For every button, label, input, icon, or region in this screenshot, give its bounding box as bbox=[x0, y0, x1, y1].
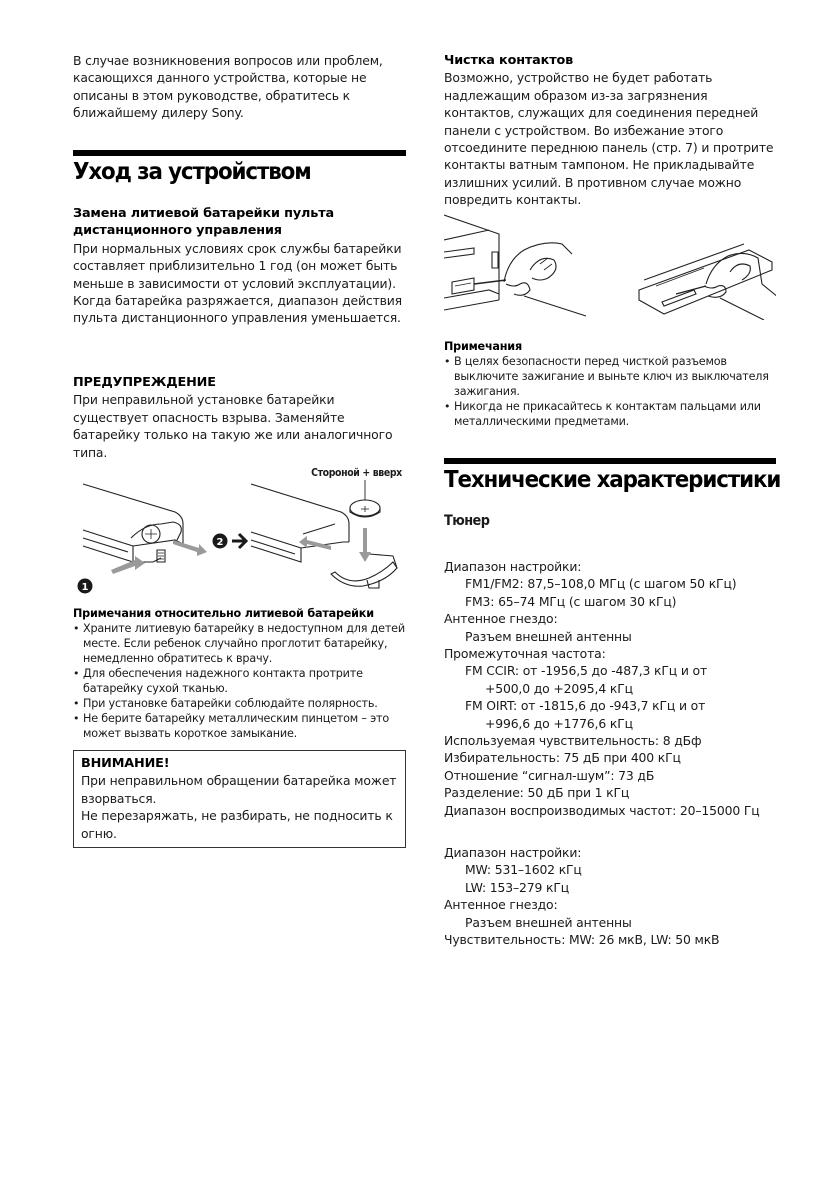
section-title-specs: Технические характеристики bbox=[444, 467, 781, 493]
spec-line: Диапазон настройки: bbox=[444, 845, 582, 860]
cleaning-notes-heading: Примечания bbox=[444, 340, 522, 353]
battery-range-paragraph: Когда батарейка разряжается, диапазон действия пульта дистанционного управления уменьшается. bbox=[73, 293, 402, 326]
spec-line: FM1/FM2: 87,5–108,0 МГц (с шагом 50 кГц) bbox=[465, 576, 737, 592]
cleaning-note-item: • В целях безопасности перед чисткой разъемов выключите зажигание и выньте ключ из выключателя зажигания. bbox=[444, 354, 776, 399]
spec-line: Антенное гнездо: bbox=[444, 897, 558, 913]
battery-replacement-heading: Замена литиевой батарейки пульта дистанционного управления bbox=[73, 206, 334, 239]
battery-note-item: • Храните литиевую батарейку в недоступном для детей месте. Если ребенок случайно проглотит батарейку, немедленно обратитесь к врачу. bbox=[73, 621, 406, 666]
spec-line: +500,0 до +2095,4 кГц bbox=[485, 680, 633, 696]
spec-line: Избирательность: 75 дБ при 400 кГц bbox=[444, 750, 681, 766]
warning-section bbox=[73, 374, 406, 461]
spec-line: Чувствительность: MW: 26 мкВ, LW: 50 мкВ bbox=[444, 932, 720, 948]
polarity-label: Стороной + вверх bbox=[311, 467, 402, 479]
cleaning-note-item: • Никогда не прикасайтесь к контактам пальцами или металлическими предметами. bbox=[444, 399, 776, 429]
spec-line: Используемая чувствительность: 8 дБф bbox=[444, 733, 702, 749]
spec-line: Отношение “сигнал-шум”: 73 дБ bbox=[444, 767, 655, 783]
caution-line-2: Не перезаряжать, не разбирать, не подносить к огню. bbox=[81, 808, 393, 841]
battery-replacement-section bbox=[73, 205, 406, 327]
spec-line: FM CCIR: от -1956,5 до -487,3 кГц и от bbox=[465, 663, 708, 679]
remote-battery-illustration bbox=[73, 462, 406, 597]
battery-note-item: • Для обеспечения надежного контакта протрите батарейку сухой тканью. bbox=[73, 666, 406, 696]
spec-line: FM3: 65–74 МГц (с шагом 30 кГц) bbox=[465, 593, 677, 609]
battery-notes-heading: Примечания относительно литиевой батарейки bbox=[73, 607, 374, 620]
battery-life-paragraph: При нормальных условиях срок службы батарейки составляет приблизительно 1 год (он может быть меньше в зависимости от условий эксплуатации). bbox=[73, 240, 402, 291]
spec-line: +996,6 до +1776,6 кГц bbox=[485, 715, 633, 731]
am-specs bbox=[444, 844, 776, 948]
battery-notes-section bbox=[73, 606, 406, 741]
intro-paragraph: В случае возникновения вопросов или проблем, касающихся данного устройства, которые не описаны в этом руководстве, обратитесь к ближайшему дилеру Sony. bbox=[73, 53, 383, 121]
spec-line: Промежуточная частота: bbox=[444, 646, 606, 662]
warning-heading: ПРЕДУПРЕЖДЕНИЕ bbox=[73, 375, 216, 390]
spec-line: FM OIRT: от -1815,6 до -943,7 кГц и от bbox=[465, 698, 706, 714]
cleaning-text: Возможно, устройство не будет работать надлежащим образом из-за загрязнения контактов, служащих для соединения передней панели с устройством. Во избежание этого отсоедините переднюю панель (стр. 7) и протрите контакты ватным тампоном. Не прикладывайте излишних усилий. В противном случае можно повредить контакты. bbox=[444, 70, 774, 208]
spec-line: Антенное гнездо: bbox=[444, 611, 558, 627]
warning-text: При неправильной установке батарейки существует опасность взрыва. Заменяйте батарейку только на такую же или аналогичного типа. bbox=[73, 392, 393, 460]
battery-replacement-figure bbox=[73, 462, 406, 597]
spec-line: Диапазон настройки: bbox=[444, 559, 582, 574]
contact-cleaning-figure bbox=[444, 210, 776, 320]
cleaning-notes-section bbox=[444, 339, 776, 429]
fm-specs bbox=[444, 558, 776, 819]
section-rule bbox=[73, 150, 406, 156]
step-2-marker: 2 bbox=[216, 537, 224, 548]
spec-line: Разъем внешней антенны bbox=[465, 914, 632, 930]
caution-box bbox=[73, 750, 406, 848]
cleaning-illustration bbox=[444, 210, 776, 320]
cleaning-heading: Чистка контактов bbox=[444, 53, 574, 68]
spec-line: Диапазон воспроизводимых частот: 20–15000 Гц bbox=[444, 802, 760, 818]
spec-line: Разделение: 50 дБ при 1 кГц bbox=[444, 785, 630, 801]
cleaning-notes-list bbox=[444, 354, 776, 429]
spec-line: LW: 153–279 кГц bbox=[465, 879, 570, 895]
caution-heading: ВНИМАНИЕ! bbox=[81, 756, 170, 771]
section-rule bbox=[444, 458, 776, 464]
section-title-care: Уход за устройством bbox=[73, 159, 311, 185]
battery-notes-list bbox=[73, 621, 406, 741]
caution-line-1: При неправильном обращении батарейка может взорваться. bbox=[81, 773, 397, 806]
battery-note-item: • При установке батарейки соблюдайте полярность. bbox=[73, 696, 406, 711]
battery-note-item: • Не берите батарейку металлическим пинцетом – это может вызвать короткое замыкание. bbox=[73, 711, 406, 741]
step-1-marker: 1 bbox=[81, 582, 89, 593]
spec-line: Разъем внешней антенны bbox=[465, 628, 632, 644]
spec-line: MW: 531–1602 кГц bbox=[465, 862, 582, 878]
cleaning-section bbox=[444, 52, 776, 209]
tuner-heading: Тюнер bbox=[444, 513, 490, 529]
